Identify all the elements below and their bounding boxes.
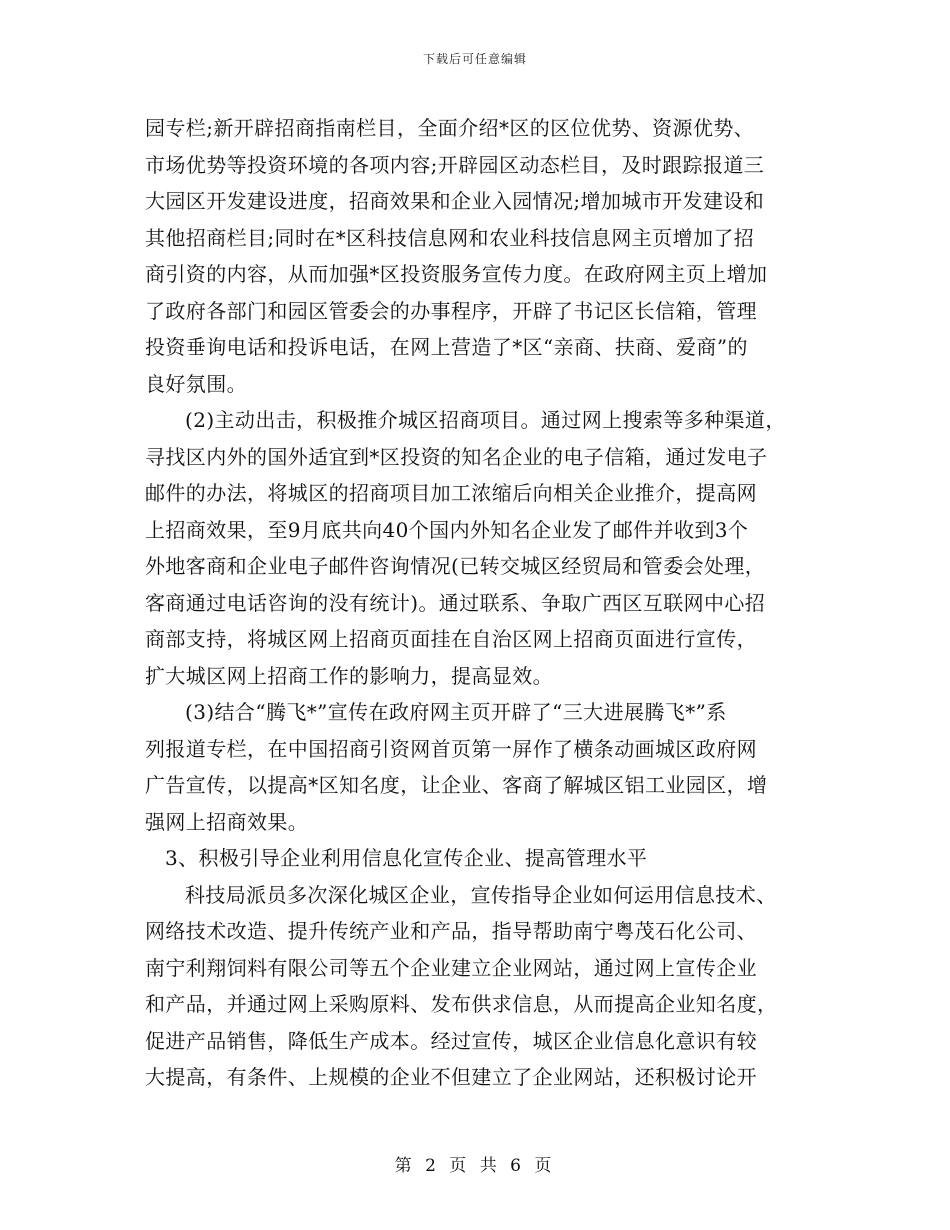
body-line: 列报道专栏，在中国招商引资网首页第一屏作了横条动画城区政府网 xyxy=(145,736,757,761)
body-line: 市场优势等投资环境的各项内容;开辟园区动态栏目，及时跟踪报道三 xyxy=(145,152,765,177)
body-line: 外地客商和企业电子邮件咨询情况(已转交城区经贸局和管委会处理， xyxy=(145,554,766,578)
section-heading: 3、积极引导企业利用信息化宣传企业、提高管理水平 xyxy=(165,846,648,870)
body-line: 商引资的内容，从而加强*区投资服务宣传力度。在政府网主页上增加 xyxy=(145,262,768,286)
body-line: 和产品，并通过网上采购原料、发布供求信息，从而提高企业知名度， xyxy=(145,992,778,1016)
body-line: 上招商效果，至9月底共向40个国内外知名企业发了邮件并收到3个 xyxy=(145,517,749,542)
body-line: 投资垂询电话和投诉电话，在网上营造了*区“亲商、扶商、爱商”的 xyxy=(145,335,748,359)
page-header-note: 下载后可任意编辑 xyxy=(422,52,527,66)
body-line: 强网上招商效果。 xyxy=(145,809,309,834)
body-line: 良好氛围。 xyxy=(145,371,247,396)
body-line: 邮件的办法，将城区的招商项目加工浓缩后向相关企业推介，提高网 xyxy=(145,481,757,505)
paragraph-start-line: (3)结合“腾飞*”宣传在政府网主页开辟了“三大进展腾飞*”系 xyxy=(185,700,727,724)
body-line: 客商通过电话咨询的没有统计)。通过联系、争取广西区互联网中心招 xyxy=(145,590,766,615)
body-line: 扩大城区网上招商工作的影响力，提高显效。 xyxy=(145,663,553,688)
body-line: 商部支持，将城区网上招商页面挂在自治区网上招商页面进行宣传， xyxy=(145,627,757,651)
body-line: 网络技术改造、提升传统产业和产品，指导帮助南宁粤茂石化公司、 xyxy=(145,919,757,943)
body-line: 大提高，有条件、上规模的企业不但建立了企业网站，还积极讨论开 xyxy=(145,1065,757,1089)
body-line: 南宁利翔饲料有限公司等五个企业建立企业网站，通过网上宣传企业 xyxy=(145,955,757,980)
body-line: 其他招商栏目;同时在*区科技信息网和农业科技信息网主页增加了招 xyxy=(145,225,755,250)
body-line: 广告宣传，以提高*区知名度，让企业、客商了解城区铝工业园区，增 xyxy=(145,773,768,797)
page-number-footer: 第 2 页 共 6 页 xyxy=(394,1156,556,1176)
body-line: 大园区开发建设进度，招商效果和企业入园情况;增加城市开发建设和 xyxy=(145,189,765,213)
paragraph-start-line: 科技局派员多次深化城区企业，宣传指导企业如何运用信息技术、 xyxy=(185,882,777,907)
body-line: 了政府各部门和园区管委会的办事程序，开辟了书记区长信箱，管理 xyxy=(145,298,757,323)
document-body xyxy=(145,110,825,1096)
paragraph-start-line: (2)主动出击，积极推介城区招商项目。通过网上搜索等多种渠道， xyxy=(185,408,786,432)
body-line: 促进产品销售，降低生产成本。经过宣传，城区企业信息化意识有较 xyxy=(145,1028,757,1053)
body-line: 寻找区内外的国外适宜到*区投资的知名企业的电子信箱，通过发电子 xyxy=(145,444,768,469)
body-line: 园专栏;新开辟招商指南栏目，全面介绍*区的区位优势、资源优势、 xyxy=(145,116,755,140)
